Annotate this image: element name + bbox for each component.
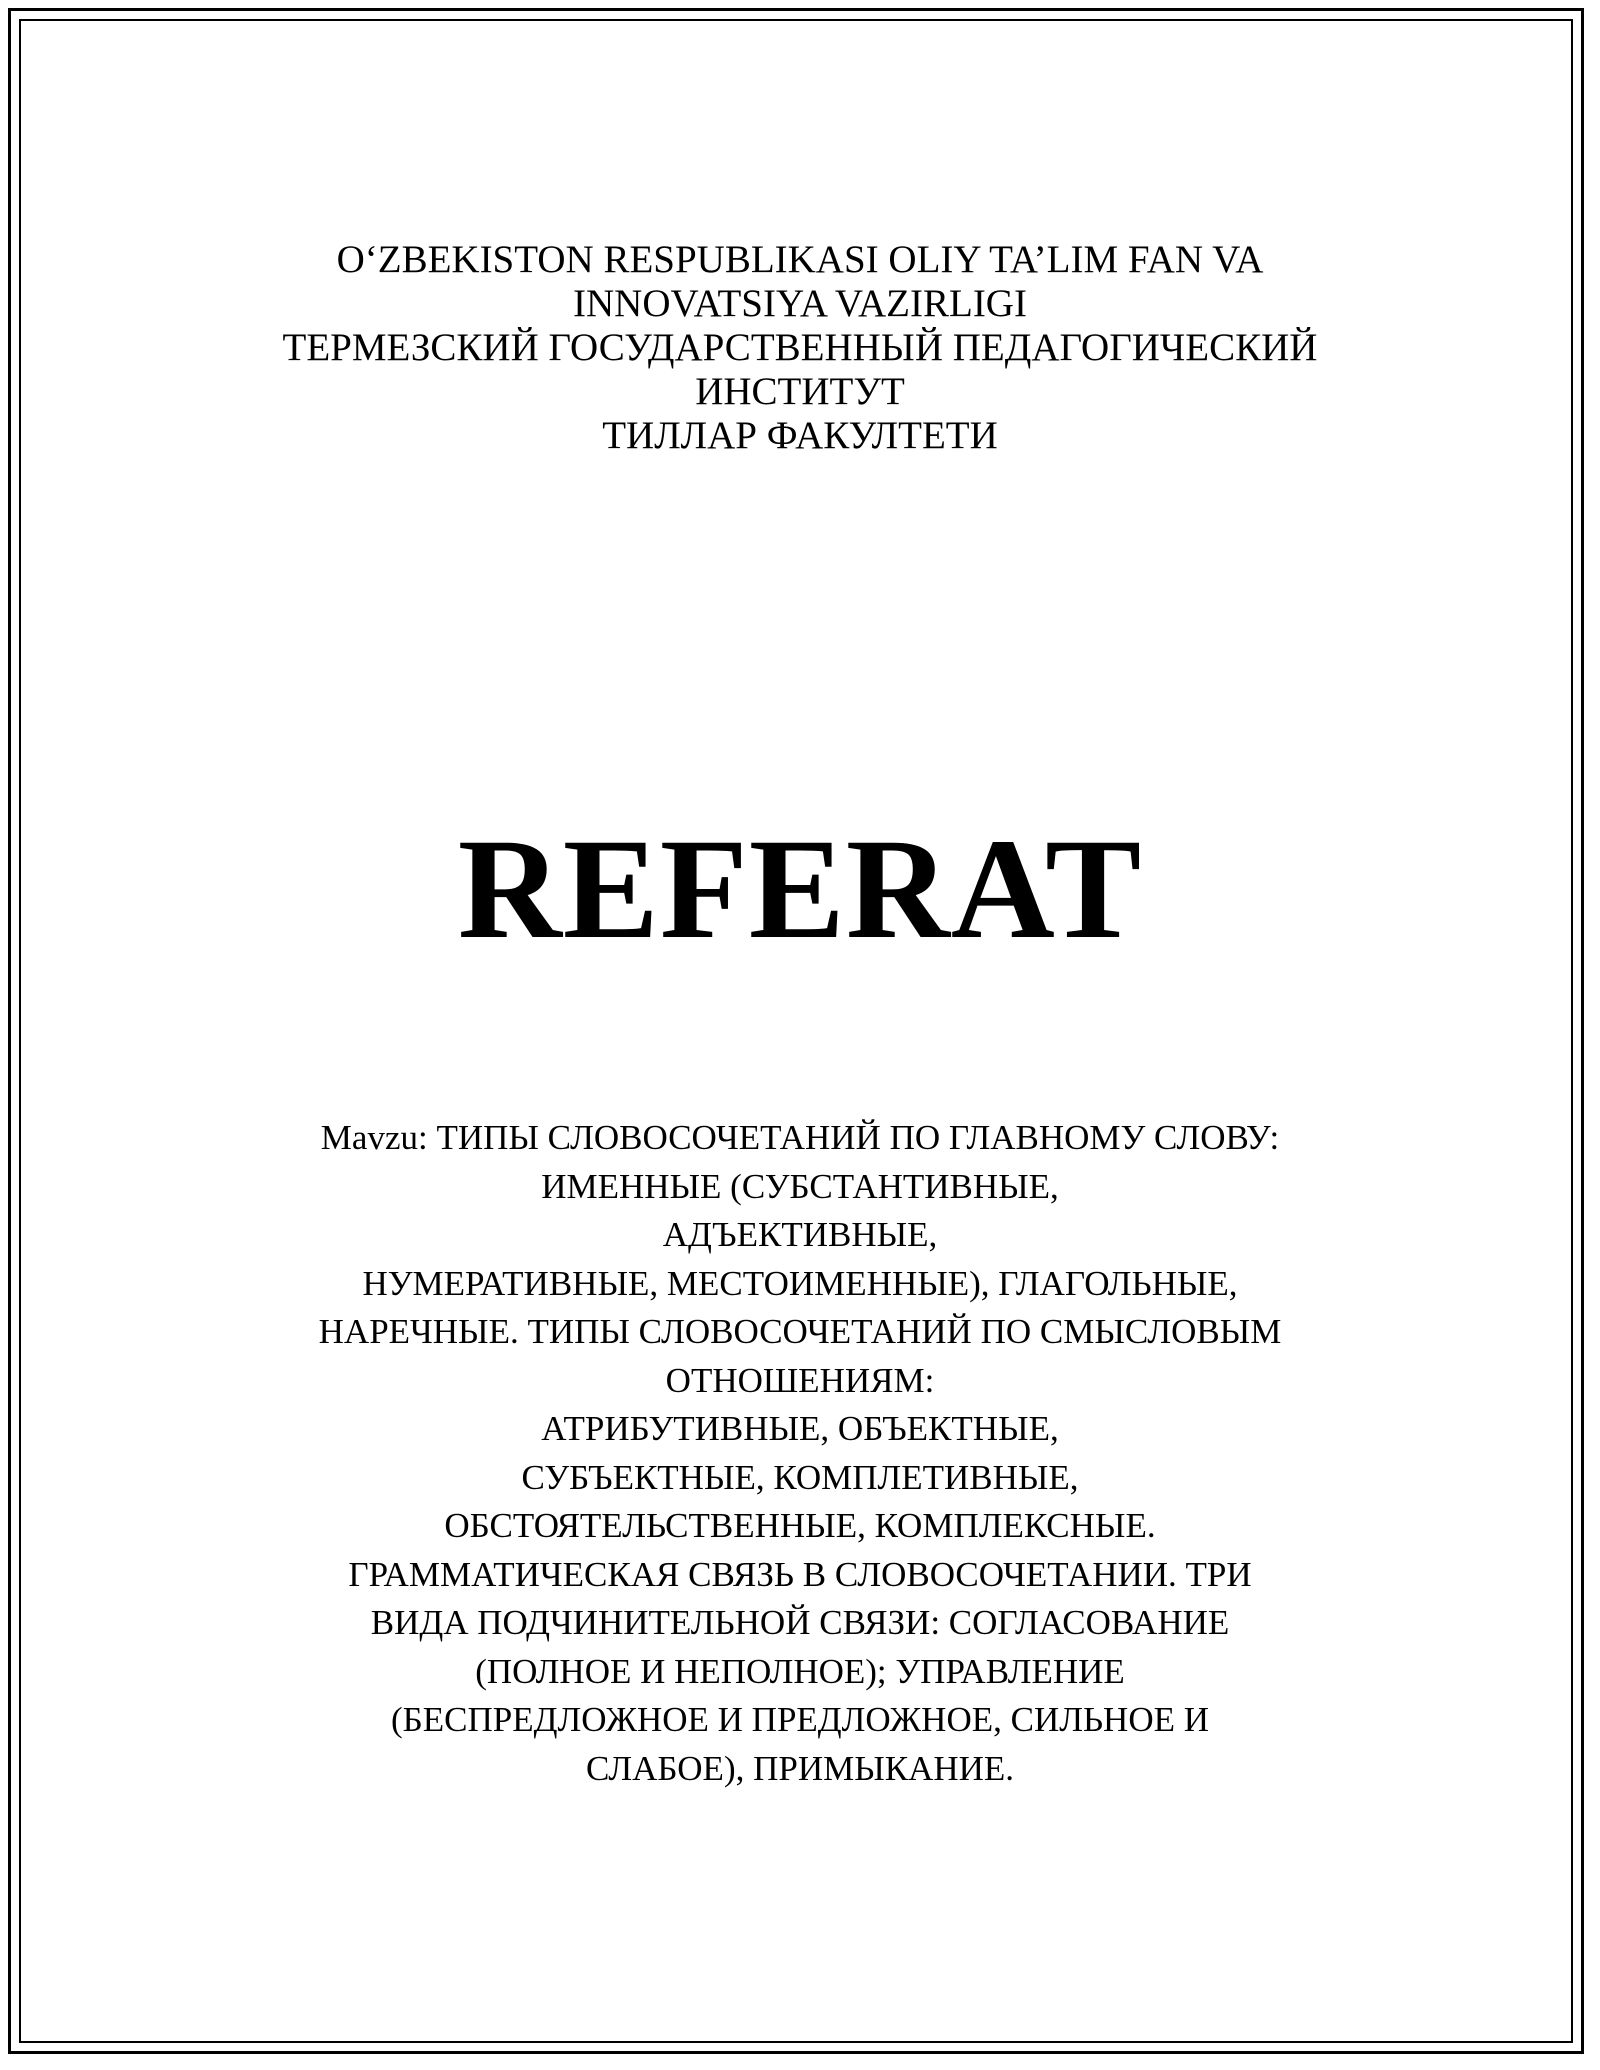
topic-line: ОТНОШЕНИЯМ: (665, 1360, 935, 1400)
topic-line: (ПОЛНОЕ И НЕПОЛНОЕ); УПРАВЛЕНИЕ (475, 1651, 1125, 1691)
topic-line: ВИДА ПОДЧИНИТЕЛЬНОЙ СВЯЗИ: СОГЛАСОВАНИЕ (370, 1603, 1230, 1642)
topic-line: АТРИБУТИВНЫЕ, ОБЪЕКТНЫЕ, (541, 1409, 1059, 1448)
topic-line: НАРЕЧНЫЕ. ТИПЫ СЛОВОСОЧЕТАНИЙ ПО СМЫСЛОВЫМ (318, 1312, 1282, 1351)
topic-line: Mavzu: ТИПЫ СЛОВОСОЧЕТАНИЙ ПО ГЛАВНОМУ СЛОВУ: (320, 1118, 1280, 1157)
header-line: INNOVATSIYA VAZIRLIGI (573, 282, 1027, 325)
topic-line: СУБЪЕКТНЫЕ, КОМПЛЕТИВНЫЕ, (521, 1457, 1079, 1497)
header-line: O‘ZBEKISTON RESPUBLIKASI OLIY TA’LIM FAN VA (336, 238, 1264, 281)
topic-line: (БЕСПРЕДЛОЖНОЕ И ПРЕДЛОЖНОЕ, СИЛЬНОЕ И (390, 1700, 1210, 1739)
topic-line: ИМЕННЫЕ (СУБСТАНТИВНЫЕ, (541, 1166, 1059, 1206)
topic-line: СЛАБОЕ), ПРИМЫКАНИЕ. (585, 1748, 1015, 1788)
document-title: REFERAT (457, 810, 1143, 969)
header-line: ИНСТИТУТ (695, 370, 905, 413)
header-line: ТЕРМЕЗСКИЙ ГОСУДАРСТВЕННЫЙ ПЕДАГОГИЧЕСКИЙ (282, 326, 1318, 369)
topic-line: ГРАММАТИЧЕСКАЯ СВЯЗЬ В СЛОВОСОЧЕТАНИИ. ТРИ (348, 1554, 1252, 1594)
topic-block (0, 1114, 1600, 1793)
topic-line: НУМЕРАТИВНЫЕ, МЕСТОИМЕННЫЕ), ГЛАГОЛЬНЫЕ, (362, 1263, 1238, 1303)
institution-header (0, 238, 1600, 458)
topic-line: ОБСТОЯТЕЛЬСТВЕННЫЕ, КОМПЛЕКСНЫЕ. (444, 1506, 1156, 1545)
header-line: ТИЛЛАР ФАКУЛТЕТИ (602, 414, 998, 457)
topic-line: АДЪЕКТИВНЫЕ, (662, 1215, 938, 1254)
